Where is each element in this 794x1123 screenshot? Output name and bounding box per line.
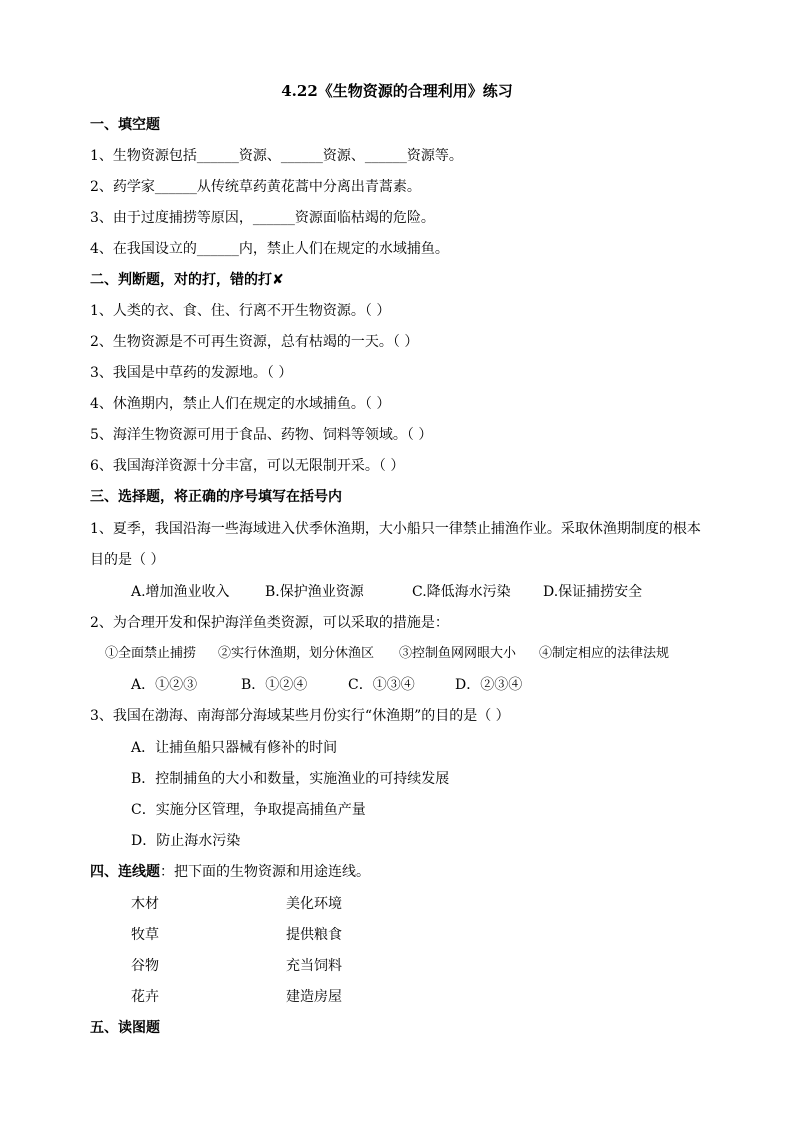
question-line: 1、夏季，我国沿海一些海域进入伏季休渔期，大小船只一律禁止捕渔作业。采取休渔期制度的根本 bbox=[90, 521, 701, 537]
answer-option: C.降低海水污染 bbox=[412, 584, 511, 600]
matching-right-item: 充当饲料 bbox=[286, 958, 342, 974]
answer-option: D．②③④ bbox=[455, 677, 523, 693]
matching-left-item: 花卉 bbox=[131, 989, 159, 1005]
question-line: 6、我国海洋资源十分丰富，可以无限制开采。（ ） bbox=[90, 458, 405, 474]
matching-left-item: 谷物 bbox=[131, 958, 159, 974]
page-title: 4.22《生物资源的合理利用》练习 bbox=[281, 82, 513, 100]
matching-right-item: 提供粮食 bbox=[286, 927, 342, 943]
measure-item: ①全面禁止捕捞 bbox=[105, 646, 197, 661]
question-line: 4、在我国设立的______内，禁止人们在规定的水域捕鱼。 bbox=[90, 241, 449, 257]
matching-left-item: 牧草 bbox=[131, 927, 159, 943]
question-line: 目的是（ ） bbox=[90, 552, 165, 568]
question-line: 2、为合理开发和保护海洋鱼类资源，可以采取的措施是： bbox=[90, 615, 449, 631]
measure-item: ③控制鱼网网眼大小 bbox=[399, 646, 517, 661]
section-heading-instruction: ：把下面的生物资源和用途连线。 bbox=[160, 864, 370, 880]
question-line: 3、我国是中草药的发源地。（ ） bbox=[90, 365, 293, 381]
measure-item: ②实行休渔期，划分休渔区 bbox=[218, 646, 375, 661]
answer-option: D．防止海水污染 bbox=[131, 833, 241, 849]
matching-right-item: 美化环境 bbox=[286, 896, 342, 912]
section-heading-label: 四、连线题 bbox=[90, 864, 160, 880]
answer-option: A.增加渔业收入 bbox=[131, 584, 230, 600]
question-line: 4、休渔期内，禁止人们在规定的水域捕鱼。（ ） bbox=[90, 396, 391, 412]
answer-option: A．①②③ bbox=[131, 677, 198, 693]
question-line: 3、我国在渤海、南海部分海域某些月份实行“休渔期”的目的是（ ） bbox=[90, 708, 510, 724]
answer-option: B.保护渔业资源 bbox=[265, 584, 364, 600]
question-line: 5、海洋生物资源可用于食品、药物、饲料等领域。（ ） bbox=[90, 427, 433, 443]
question-line: 2、药学家______从传统草药黄花蒿中分离出青蒿素。 bbox=[90, 179, 421, 195]
matching-right-item: 建造房屋 bbox=[286, 989, 342, 1005]
section-heading-true-false: 二、判断题，对的打，错的打✘ bbox=[90, 272, 284, 288]
question-line: 1、生物资源包括______资源、______资源、______资源等。 bbox=[90, 148, 463, 164]
answer-option: C．①③④ bbox=[348, 677, 415, 693]
section-heading-figure: 五、读图题 bbox=[90, 1020, 160, 1036]
question-line: 1、人类的衣、食、住、行离不开生物资源。（ ） bbox=[90, 303, 391, 319]
matching-left-item: 木材 bbox=[131, 896, 159, 912]
question-line: 2、生物资源是不可再生资源，总有枯竭的一天。（ ） bbox=[90, 334, 419, 350]
section-heading-matching bbox=[90, 862, 370, 882]
section-heading-choice: 三、选择题，将正确的序号填写在括号内 bbox=[90, 489, 342, 505]
question-line: 3、由于过度捕捞等原因，______资源面临枯竭的危险。 bbox=[90, 210, 435, 226]
answer-option: C．实施分区管理，争取提高捕鱼产量 bbox=[131, 802, 366, 818]
measure-item: ④制定相应的法律法规 bbox=[539, 646, 670, 661]
section-heading-fill-in: 一、填空题 bbox=[90, 117, 160, 133]
answer-option: B．控制捕鱼的大小和数量，实施渔业的可持续发展 bbox=[131, 771, 450, 787]
answer-option: B．①②④ bbox=[241, 677, 308, 693]
answer-option: A．让捕鱼船只器械有修补的时间 bbox=[131, 740, 338, 756]
answer-option: D.保证捕捞安全 bbox=[543, 584, 643, 600]
